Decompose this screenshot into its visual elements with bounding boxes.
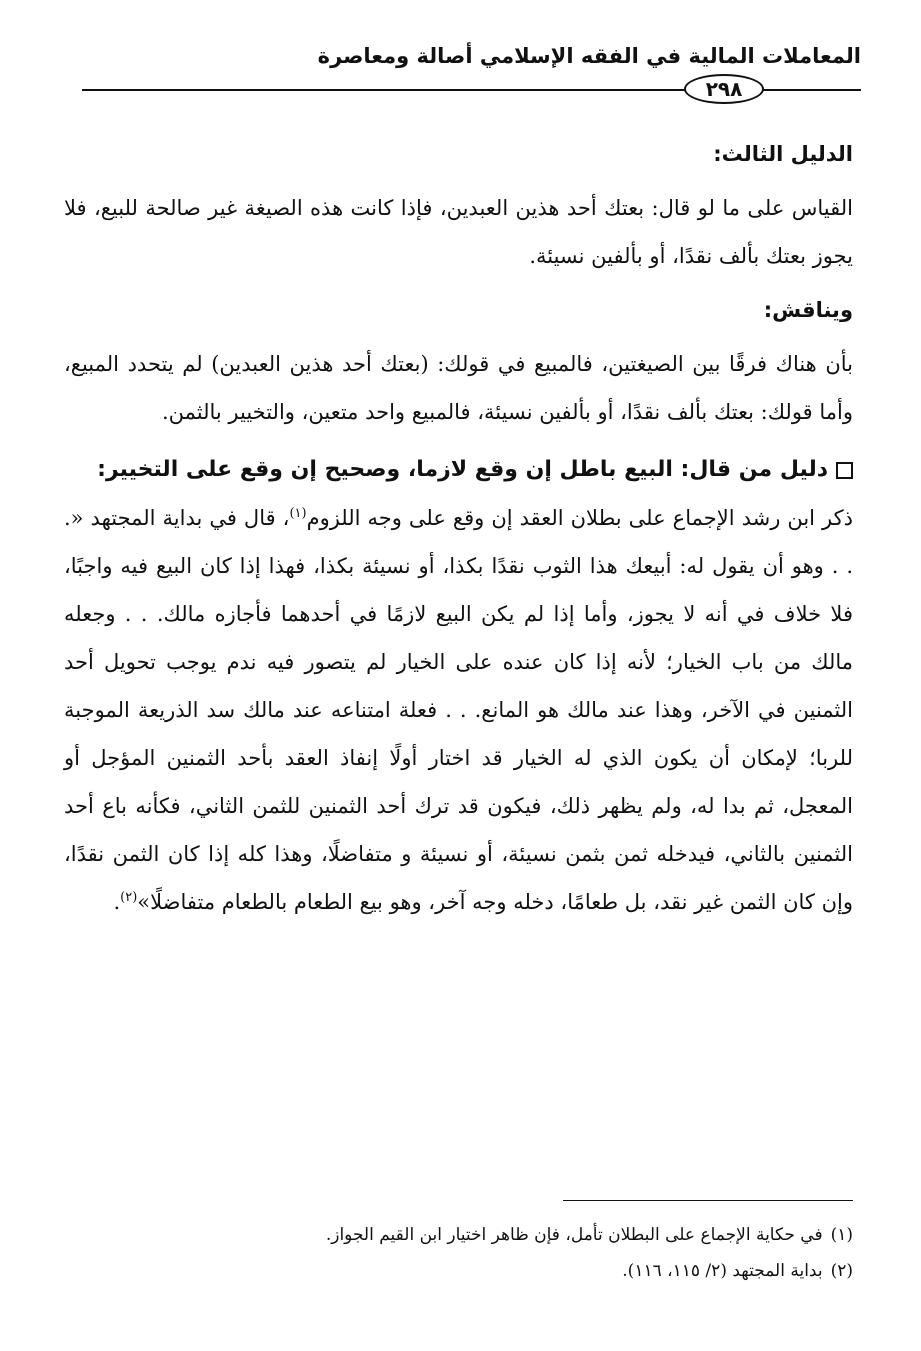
footnote-separator — [563, 1200, 853, 1201]
footnote-number: (١) — [830, 1225, 853, 1245]
footnotes — [64, 1217, 853, 1289]
footnote-number: (٢) — [830, 1261, 853, 1281]
page-number: ٢٩٨ — [684, 74, 764, 104]
footnote-text: بداية المجتهد (٢/ ١١٥، ١١٦). — [622, 1261, 823, 1281]
footnote-marker-1[interactable]: (١) — [289, 506, 307, 521]
square-bullet-icon — [836, 462, 853, 479]
footnote-text: في حكاية الإجماع على البطلان تأمل، فإن ظاهر اختيار ابن القيم الجواز. — [325, 1225, 823, 1245]
section-paragraph — [64, 494, 853, 926]
section-heading-text: دليل من قال: البيع باطل إن وقع لازما، وصحيح إن وقع على التخيير: — [97, 457, 828, 482]
main-text — [64, 130, 853, 926]
discussion-paragraph: بأن هناك فرقًا بين الصيغتين، فالمبيع في قولك: (بعتك أحد هذين العبدين) لم يتحدد المبيع، وأما قولك: بعتك بألف نقدًا، أو بألفين نسيئة، فالمبيع واحد متعين، والتخيير بالثمن. — [64, 352, 853, 424]
section-text-start: ذكر ابن رشد الإجماع على بطلان العقد إن وقع على وجه اللزوم — [306, 506, 853, 530]
section-text-middle: ، قال في بداية المجتهد «. . . وهو أن يقول له: أبيعك هذا الثوب نقدًا بكذا، أو نسيئة بكذا، فهذا إذا كان البيع فيه واجبًا، فلا خلاف في أنه لا يجوز، وأما إذا لم يكن البيع لازمًا في أحدهما فأجازه مالك. . . وجعله مالك من باب الخيار؛ لأنه إذا كان عنده على الخيار لم يتصور فيه ندم يوجب تحويل أحد الثمنين في الآخر، وهذا عند مالك هو المانع. . . فعلة امتناعه عند مالك سد الذريعة الموجبة للربا؛ لإمكان أن يكون الذي له الخيار قد اختار أولًا إنفاذ العقد بأحد الثمنين المؤجل أو المعجل، ثم بدا له، ولم يظهر ذلك، فيكون قد ترك أحد الثمنين للثمن الثاني، فكأنه باع أحد الثمنين بالثاني، فيدخله ثمن بثمن نسيئة، أو نسيئة و متفاضلًا، وهذا كله إذا كان الثمن نقدًا، وإن كان الثمن غير نقد، بل طعامًا، دخله وجه آخر، وهو بيع الطعام بالطعام متفاضلًا» — [64, 506, 853, 914]
running-title: المعاملات المالية في الفقه الإسلامي أصالة ومعاصرة — [317, 44, 861, 68]
third-evidence-heading: الدليل الثالث: — [713, 142, 853, 166]
section-heading — [64, 446, 853, 494]
discussion-heading: ويناقش: — [763, 298, 853, 322]
third-evidence-paragraph: القياس على ما لو قال: بعتك أحد هذين العبدين، فإذا كانت هذه الصيغة غير صالحة للبيع، فلا يجوز بعتك بألف نقدًا، أو بألفين نسيئة. — [64, 196, 853, 268]
footnote-marker-2[interactable]: (٢) — [120, 890, 138, 905]
section-text-end: . — [113, 890, 121, 914]
footnote-1 — [64, 1217, 853, 1253]
footnote-2 — [64, 1253, 853, 1289]
